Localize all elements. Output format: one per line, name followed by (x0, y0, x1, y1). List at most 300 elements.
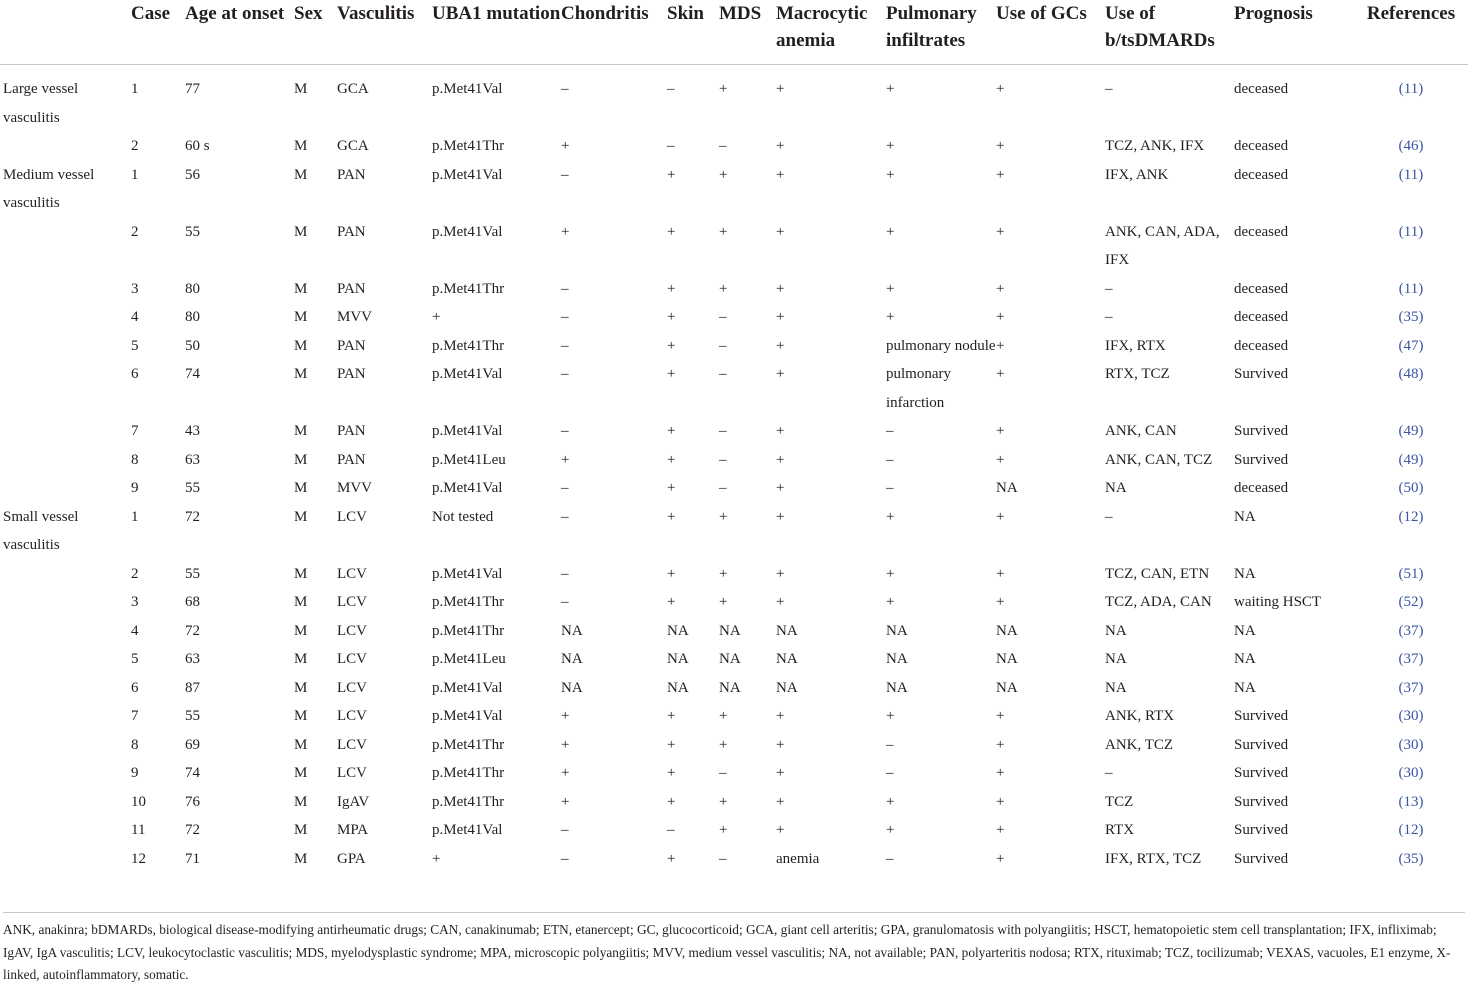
table-cell: + (719, 736, 728, 753)
table-cell: Not tested (432, 508, 494, 525)
table-cell: M (294, 480, 308, 496)
table-cell: MVV (337, 480, 373, 496)
table-cell: + (432, 309, 441, 325)
table-cell: LCV (337, 736, 367, 753)
table-cell: Survived (1234, 423, 1289, 439)
abbreviations-footnote: ANK, anakinra; bDMARDs, biological disease-modifying antirheumatic drugs; CAN, canakinumab; ETN, etanercept; GC, glucocorticoid; GCA, giant cell arteritis; GPA, granulomatosis with polyangiitis; HSCT, hematopoietic stem cell transplantation; IFX, infliximab; IgAV, IgA vasculitis; LCV, leukocytoclastic vasculitis; MDS, myelodysplastic syndrome; MPA, microscopic polyangiitis; MVV, medium vessel vasculitis; NA, not available; PAN, polyarteritis nodosa; RTX, rituximab; TCZ, tocilizumab; VEXAS, vacuoles, E1 enzyme, X-linked, autoinflammatory, somatic. (3, 912, 1465, 987)
vasculitis-group-label (0, 303, 131, 332)
table-cell: 9 (131, 765, 139, 781)
table-cell: + (561, 765, 570, 781)
table-cell: 74 (185, 366, 200, 382)
table-cell: – (667, 138, 675, 154)
table-cell: PAN (337, 280, 366, 297)
table-cell: + (996, 223, 1005, 240)
table-cell: NA (776, 622, 798, 639)
table-cell: p.Met41Val (432, 223, 503, 240)
table-cell: NA (561, 679, 583, 696)
table-cell: M (294, 822, 308, 838)
table-cell: + (996, 850, 1005, 867)
table-cell: NA (886, 622, 908, 639)
column-header: Chondritis (561, 0, 667, 65)
table-cell: + (996, 765, 1005, 781)
table-cell: p.Met41Val (432, 366, 503, 382)
table-cell: – (886, 480, 894, 496)
table-cell: M (294, 679, 308, 696)
table-cell: TCZ, ADA, CAN (1105, 594, 1212, 610)
table-cell: Survived (1234, 765, 1289, 781)
table-cell: – (561, 166, 569, 183)
table-cell: p.Met41Val (432, 708, 503, 724)
column-header: Vasculitis (337, 0, 432, 65)
reference-link[interactable]: (47) (1398, 337, 1424, 354)
table-cell: M (294, 423, 308, 439)
vasculitis-group-label (0, 474, 131, 503)
table-cell: + (776, 81, 785, 97)
table-cell: LCV (337, 708, 367, 724)
table-cell: 80 (185, 280, 200, 297)
vasculitis-group-label: Medium vessel vasculitis (3, 166, 95, 211)
vasculitis-group-label (0, 446, 131, 475)
table-row (0, 218, 1468, 275)
reference-link[interactable]: (52) (1398, 594, 1424, 610)
table-cell: 60 s (185, 138, 210, 154)
table-row (0, 816, 1468, 845)
table-cell: + (776, 366, 785, 382)
table-cell: + (996, 166, 1005, 183)
table-cell: NA (1105, 651, 1127, 667)
reference-link[interactable]: (37) (1398, 622, 1424, 639)
column-header: Use of GCs (996, 0, 1105, 65)
reference-link[interactable]: (35) (1398, 309, 1424, 325)
table-cell: p.Met41Val (432, 565, 503, 582)
table-cell: NA (719, 651, 741, 667)
table-cell: NA (996, 679, 1018, 696)
table-cell: – (561, 309, 569, 325)
table-cell: NA (667, 622, 689, 639)
table-cell: – (561, 337, 569, 354)
table-row (0, 474, 1468, 503)
table-cell: + (667, 366, 676, 382)
table-cell: LCV (337, 765, 367, 781)
table-row (0, 560, 1468, 589)
table-cell: + (667, 166, 676, 183)
reference-link[interactable]: (13) (1398, 793, 1424, 810)
table-cell: M (294, 622, 308, 639)
table-cell: – (561, 81, 569, 97)
table-cell: + (996, 280, 1005, 297)
table-cell: deceased (1234, 309, 1289, 325)
table-cell: ANK, CAN, TCZ (1105, 451, 1213, 468)
table-cell: LCV (337, 679, 367, 696)
column-header: Age at onset (185, 0, 294, 65)
table-cell: ANK, TCZ (1105, 736, 1174, 753)
table-cell: deceased (1234, 81, 1289, 97)
table-cell: 1 (131, 508, 139, 525)
table-cell: + (667, 508, 676, 525)
table-cell: – (561, 565, 569, 582)
vasculitis-group-label: Large vessel vasculitis (3, 81, 79, 126)
reference-link[interactable]: (35) (1398, 850, 1424, 867)
vasculitis-group-label (0, 275, 131, 304)
table-cell: p.Met41Thr (432, 622, 505, 639)
column-header: References (1354, 0, 1468, 65)
table-cell: – (561, 366, 569, 382)
table-cell: + (996, 822, 1005, 838)
table-row (0, 845, 1468, 874)
table-cell: IgAV (337, 793, 370, 810)
table-cell: – (561, 594, 569, 610)
table-cell: – (719, 337, 727, 354)
table-cell: + (719, 793, 728, 810)
table-cell: – (561, 280, 569, 297)
table-cell: 68 (185, 594, 200, 610)
table-cell: PAN (337, 337, 366, 354)
table-cell: Survived (1234, 793, 1289, 810)
table-cell: Survived (1234, 850, 1289, 867)
table-cell: + (719, 822, 728, 838)
table-cell: – (1105, 81, 1113, 97)
table-cell: 1 (131, 81, 139, 97)
table-cell: NA (776, 651, 798, 667)
table-row (0, 759, 1468, 788)
table-cell: deceased (1234, 223, 1289, 240)
table-cell: 2 (131, 565, 139, 582)
vasculitis-group-label (0, 845, 131, 874)
column-header: Pulmonary infiltrates (886, 0, 996, 65)
table-cell: 43 (185, 423, 200, 439)
table-cell: NA (996, 480, 1018, 496)
table-cell: p.Met41Thr (432, 280, 505, 297)
vasculitis-group-label (0, 560, 131, 589)
table-cell: – (719, 309, 727, 325)
table-cell: waiting HSCT (1234, 594, 1322, 610)
vasculitis-group-label (0, 617, 131, 646)
table-cell: Survived (1234, 366, 1289, 382)
table-cell: M (294, 594, 308, 610)
table-cell: + (996, 565, 1005, 582)
table-cell: + (776, 480, 785, 496)
table-cell: 9 (131, 480, 139, 496)
reference-link[interactable]: (30) (1398, 765, 1424, 781)
table-cell: 7 (131, 423, 139, 439)
table-cell: NA (886, 679, 908, 696)
table-cell: M (294, 337, 308, 354)
table-cell: PAN (337, 366, 366, 382)
table-cell: + (776, 765, 785, 781)
table-row (0, 588, 1468, 617)
table-cell: GCA (337, 138, 369, 154)
table-cell: – (719, 480, 727, 496)
table-cell: 4 (131, 622, 139, 639)
table-cell: + (886, 594, 895, 610)
reference-link[interactable]: (12) (1398, 508, 1424, 525)
table-cell: + (667, 337, 676, 354)
table-cell: + (886, 280, 895, 297)
table-cell: LCV (337, 594, 367, 610)
table-cell: Survived (1234, 736, 1289, 753)
table-cell: RTX, TCZ (1105, 366, 1170, 382)
table-cell: + (996, 594, 1005, 610)
table-cell: NA (996, 622, 1018, 639)
table-cell: + (667, 451, 676, 468)
table-cell: MPA (337, 822, 369, 838)
table-cell: + (776, 337, 785, 354)
table-cell: 55 (185, 565, 200, 582)
table-cell: p.Met41Thr (432, 594, 505, 610)
table-row (0, 65, 1468, 133)
table-cell: – (1105, 309, 1113, 325)
reference-link[interactable]: (11) (1398, 166, 1424, 183)
table-cell: + (886, 822, 895, 838)
table-cell: + (719, 708, 728, 724)
table-cell: + (561, 138, 570, 154)
table-row (0, 731, 1468, 760)
reference-link[interactable]: (12) (1398, 822, 1424, 838)
table-cell: LCV (337, 508, 367, 525)
vasculitis-group-label (0, 702, 131, 731)
table-cell: – (719, 423, 727, 439)
table-cell: 50 (185, 337, 200, 354)
table-cell: M (294, 736, 308, 753)
table-cell: + (561, 451, 570, 468)
table-cell: + (561, 708, 570, 724)
table-cell: pulmonary infarction (886, 366, 951, 411)
table-cell: 63 (185, 451, 200, 468)
vasculitis-group-label (0, 360, 131, 417)
table-cell: NA (1234, 508, 1256, 525)
table-cell: M (294, 850, 308, 867)
table-cell: + (776, 423, 785, 439)
table-cell: + (719, 508, 728, 525)
table-cell: + (776, 138, 785, 154)
table-cell: – (1105, 508, 1113, 525)
reference-link[interactable]: (11) (1398, 280, 1424, 297)
table-cell: 71 (185, 850, 200, 867)
table-cell: 76 (185, 793, 200, 810)
table-cell: PAN (337, 223, 366, 240)
table-cell: – (886, 736, 894, 753)
reference-link[interactable]: (30) (1398, 708, 1424, 724)
table-cell: + (667, 309, 676, 325)
table-cell: ANK, CAN, ADA, IFX (1105, 223, 1220, 268)
table-cell: + (667, 480, 676, 496)
table-cell: + (886, 138, 895, 154)
reference-link[interactable]: (11) (1398, 81, 1424, 97)
vasculitis-group-label (0, 788, 131, 817)
table-cell: – (719, 850, 727, 867)
table-cell: + (776, 822, 785, 838)
table-cell: + (776, 451, 785, 468)
table-cell: NA (719, 679, 741, 696)
table-cell: + (996, 366, 1005, 382)
table-cell: + (996, 309, 1005, 325)
table-cell: p.Met41Val (432, 81, 503, 97)
vasculitis-group-label (0, 645, 131, 674)
table-cell: + (776, 309, 785, 325)
table-cell: + (667, 850, 676, 867)
table-cell: NA (1234, 622, 1256, 639)
table-cell: + (776, 508, 785, 525)
table-cell: + (719, 81, 728, 97)
table-cell: 1 (131, 166, 139, 183)
table-cell: 2 (131, 223, 139, 240)
table-cell: LCV (337, 651, 367, 667)
table-cell: NA (719, 622, 741, 639)
table-cell: GPA (337, 850, 366, 867)
table-cell: – (1105, 765, 1113, 781)
reference-link[interactable]: (37) (1398, 651, 1424, 667)
table-cell: M (294, 366, 308, 382)
table-row (0, 702, 1468, 731)
reference-link[interactable]: (49) (1398, 451, 1424, 468)
table-cell: + (886, 793, 895, 810)
table-cell: p.Met41Val (432, 166, 503, 183)
table-cell: – (719, 451, 727, 468)
column-header: Sex (294, 0, 337, 65)
table-cell: + (561, 736, 570, 753)
table-cell: 69 (185, 736, 200, 753)
column-header: Macrocytic anemia (776, 0, 886, 65)
table-cell: M (294, 708, 308, 724)
table-cell: + (432, 850, 441, 867)
table-cell: TCZ, ANK, IFX (1105, 138, 1205, 154)
table-cell: NA (1234, 565, 1256, 582)
table-cell: + (886, 565, 895, 582)
table-cell: 6 (131, 679, 139, 696)
vasculitis-group-label (0, 132, 131, 161)
column-header (0, 0, 131, 65)
table-cell: M (294, 81, 308, 97)
reference-link[interactable]: (50) (1398, 480, 1424, 496)
table-cell: M (294, 138, 308, 154)
table-cell: 55 (185, 223, 200, 240)
table-cell: – (886, 451, 894, 468)
table-cell: p.Met41Leu (432, 451, 506, 468)
table-cell: p.Met41Thr (432, 736, 505, 753)
table-cell: 2 (131, 138, 139, 154)
table-cell: + (667, 793, 676, 810)
table-cell: + (776, 793, 785, 810)
table-cell: 3 (131, 594, 139, 610)
table-cell: 12 (131, 850, 146, 867)
table-cell: + (886, 508, 895, 525)
table-cell: M (294, 309, 308, 325)
table-cell: + (996, 138, 1005, 154)
table-cell: – (561, 423, 569, 439)
table-cell: 6 (131, 366, 139, 382)
reference-link[interactable]: (48) (1398, 366, 1424, 382)
table-cell: NA (996, 651, 1018, 667)
table-cell: + (996, 508, 1005, 525)
reference-link[interactable]: (37) (1398, 679, 1424, 696)
reference-link[interactable]: (51) (1398, 565, 1424, 582)
table-cell: NA (1105, 480, 1127, 496)
table-cell: – (561, 822, 569, 838)
table-row (0, 275, 1468, 304)
table-cell: + (996, 793, 1005, 810)
vasculitis-group-label: Small vessel vasculitis (3, 508, 79, 553)
table-cell: M (294, 565, 308, 582)
table-cell: IFX, ANK (1105, 166, 1169, 183)
column-header: Prognosis (1234, 0, 1354, 65)
table-cell: + (667, 594, 676, 610)
table-cell: p.Met41Val (432, 480, 503, 496)
table-cell: 56 (185, 166, 200, 183)
table-cell: + (776, 565, 785, 582)
table-row (0, 332, 1468, 361)
table-cell: + (776, 280, 785, 297)
table-cell: PAN (337, 423, 366, 439)
column-header: Case (131, 0, 185, 65)
table-cell: 8 (131, 736, 139, 753)
reference-link[interactable]: (49) (1398, 423, 1424, 439)
table-cell: + (667, 423, 676, 439)
table-row (0, 645, 1468, 674)
table-cell: 80 (185, 309, 200, 325)
table-cell: + (561, 793, 570, 810)
reference-link[interactable]: (11) (1398, 223, 1424, 240)
table-cell: NA (1105, 622, 1127, 639)
table-cell: NA (776, 679, 798, 696)
table-cell: + (561, 223, 570, 240)
table-cell: 87 (185, 679, 200, 696)
table-cell: Survived (1234, 822, 1289, 838)
table-cell: 55 (185, 708, 200, 724)
vasculitis-group-label (0, 218, 131, 275)
table-cell: M (294, 223, 308, 240)
table-cell: p.Met41Thr (432, 337, 505, 354)
table-row (0, 360, 1468, 417)
table-cell: p.Met41Val (432, 679, 503, 696)
table-cell: GCA (337, 81, 369, 97)
table-cell: + (776, 594, 785, 610)
reference-link[interactable]: (30) (1398, 736, 1424, 753)
table-cell: + (996, 423, 1005, 439)
table-cell: PAN (337, 166, 366, 183)
table-cell: IFX, RTX (1105, 337, 1166, 354)
table-cell: ANK, CAN (1105, 423, 1177, 439)
table-cell: – (886, 850, 894, 867)
reference-link[interactable]: (46) (1398, 138, 1424, 154)
table-cell: MVV (337, 309, 373, 325)
table-cell: NA (1234, 651, 1256, 667)
column-header: Skin (667, 0, 719, 65)
table-cell: PAN (337, 451, 366, 468)
table-cell: deceased (1234, 337, 1289, 354)
table-cell: + (667, 765, 676, 781)
table-cell: anemia (776, 850, 820, 867)
column-header: MDS (719, 0, 776, 65)
table-row (0, 303, 1468, 332)
table-cell: M (294, 280, 308, 297)
table-cell: + (996, 708, 1005, 724)
table-cell: p.Met41Val (432, 822, 503, 838)
column-header: UBA1 mutation (432, 0, 561, 65)
table-cell: 4 (131, 309, 139, 325)
table-cell: NA (561, 622, 583, 639)
table-cell: M (294, 793, 308, 810)
table-cell: M (294, 765, 308, 781)
table-cell: + (667, 708, 676, 724)
table-cell: TCZ, CAN, ETN (1105, 565, 1210, 582)
table-cell: – (719, 366, 727, 382)
table-cell: 10 (131, 793, 146, 810)
table-cell: p.Met41Thr (432, 765, 505, 781)
table-body (0, 65, 1468, 874)
table-cell: + (719, 565, 728, 582)
table-cell: – (719, 138, 727, 154)
vasculitis-group-label (0, 816, 131, 845)
